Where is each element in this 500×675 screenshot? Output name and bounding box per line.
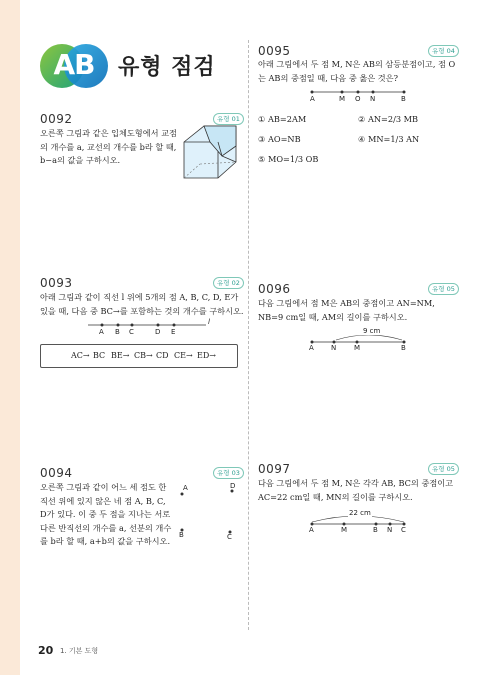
line-label: l (208, 318, 210, 326)
point-label: C (129, 328, 134, 336)
problem-text-line: 의 개수를 a, 교선의 개수를 b라 할 때, (40, 141, 177, 152)
problem-text-line: 있을 때, 다음 중 BC→를 포함하는 것의 개수를 구하시오. (40, 305, 244, 316)
logo-text: AB (53, 48, 95, 81)
measure-label: 9 cm (363, 327, 381, 335)
box-item: CE→ (174, 351, 193, 360)
point-label: A (310, 95, 315, 103)
line-l-figure (88, 320, 208, 330)
problem-number: 0096 (258, 282, 291, 296)
problem-text-line: b−a의 값을 구하시오. (40, 155, 121, 166)
problem-text-line: 직선 위에 있지 않은 네 점 A, B, C, (40, 495, 166, 506)
point-label: B (115, 328, 120, 336)
box-item: BC (93, 351, 106, 360)
problem-text-line: 다음 그림에서 점 M은 AB의 중점이고 AN=NM, (258, 298, 435, 308)
type-tag: 유형 01 (213, 113, 244, 125)
problem-number: 0095 (258, 44, 291, 58)
box-item: ED→ (197, 351, 216, 360)
point-label: M (354, 344, 361, 352)
point-label: C (227, 533, 232, 541)
point-label: C (401, 526, 406, 534)
page-title: 유형 점검 (118, 55, 216, 80)
point-label: N (331, 344, 337, 352)
problem-number: 0094 (40, 466, 73, 480)
measure-label: 22 cm (349, 509, 371, 517)
problem-text-line: D가 있다. 이 중 두 점을 지나는 서로 (40, 509, 171, 520)
point-label: O (355, 95, 361, 103)
type-tag: 유형 05 (428, 283, 459, 295)
page-number: 20 (38, 644, 54, 657)
problem-number: 0097 (258, 462, 291, 476)
problem-text-line: 다음 그림에서 두 점 M, N은 각각 AB, BC의 중점이고 (258, 478, 454, 488)
point-label: M (341, 526, 348, 534)
point-label: A (309, 526, 314, 534)
type-tag: 유형 04 (428, 45, 459, 57)
box-item: CB→ (134, 351, 153, 360)
point-label: D (230, 482, 236, 490)
point-label: N (387, 526, 393, 534)
option-2[interactable]: ② AN=2/3 MB (358, 114, 419, 124)
problem-text-line: AC=22 cm일 때, MN의 길이를 구하시오. (258, 491, 413, 502)
page-edge-strip (0, 0, 20, 675)
point-label: B (373, 526, 378, 534)
ab-logo (40, 44, 108, 88)
option-5[interactable]: ⑤ MO=1/3 OB (258, 154, 319, 164)
point-label: D (155, 328, 161, 336)
problem-text-line: 아래 그림에서 두 점 M, N은 AB의 삼등분점이고, 점 O (258, 59, 456, 69)
problem-text-line: 오른쪽 그림과 같이 어느 세 점도 한 (40, 482, 167, 492)
problem-text-line: 오른쪽 그림과 같은 입체도형에서 교점 (40, 128, 177, 138)
point-label: A (99, 328, 104, 336)
point-label: N (370, 95, 376, 103)
option-1[interactable]: ① AB=2AM (258, 114, 307, 124)
problem-text-line: 는 AB의 중점일 때, 다음 중 옳은 것은? (258, 72, 398, 83)
point-label: B (179, 531, 184, 539)
chapter-label: 1. 기본 도형 (60, 647, 99, 655)
box-item: CD (156, 351, 169, 360)
problem-text-line: NB=9 cm일 때, AM의 길이를 구하시오. (258, 311, 408, 322)
column-divider (248, 40, 249, 630)
option-4[interactable]: ④ MN=1/3 AN (358, 134, 420, 144)
point-label: E (171, 328, 176, 336)
problem-number: 0092 (40, 112, 73, 126)
type-tag: 유형 05 (428, 463, 459, 475)
point-label: B (401, 344, 406, 352)
point-label: M (339, 95, 346, 103)
problem-text-line: 다른 반직선의 개수를 a, 선분의 개수 (40, 522, 172, 533)
cut-cube-figure (180, 120, 240, 180)
point-label: A (183, 484, 188, 492)
type-tag: 유형 03 (213, 467, 244, 479)
option-3[interactable]: ③ AO=NB (258, 134, 301, 144)
problem-text-line: 아래 그림과 같이 직선 l 위에 5개의 점 A, B, C, D, E가 (40, 292, 239, 302)
point-label: B (401, 95, 406, 103)
type-tag: 유형 02 (213, 277, 244, 289)
point-label: A (309, 344, 314, 352)
choice-box (40, 344, 238, 368)
problem-text-line: 를 b라 할 때, a+b의 값을 구하시오. (40, 536, 171, 547)
box-item: BE→ (111, 351, 130, 360)
box-item: AC→ (71, 351, 90, 360)
problem-number: 0093 (40, 276, 73, 290)
